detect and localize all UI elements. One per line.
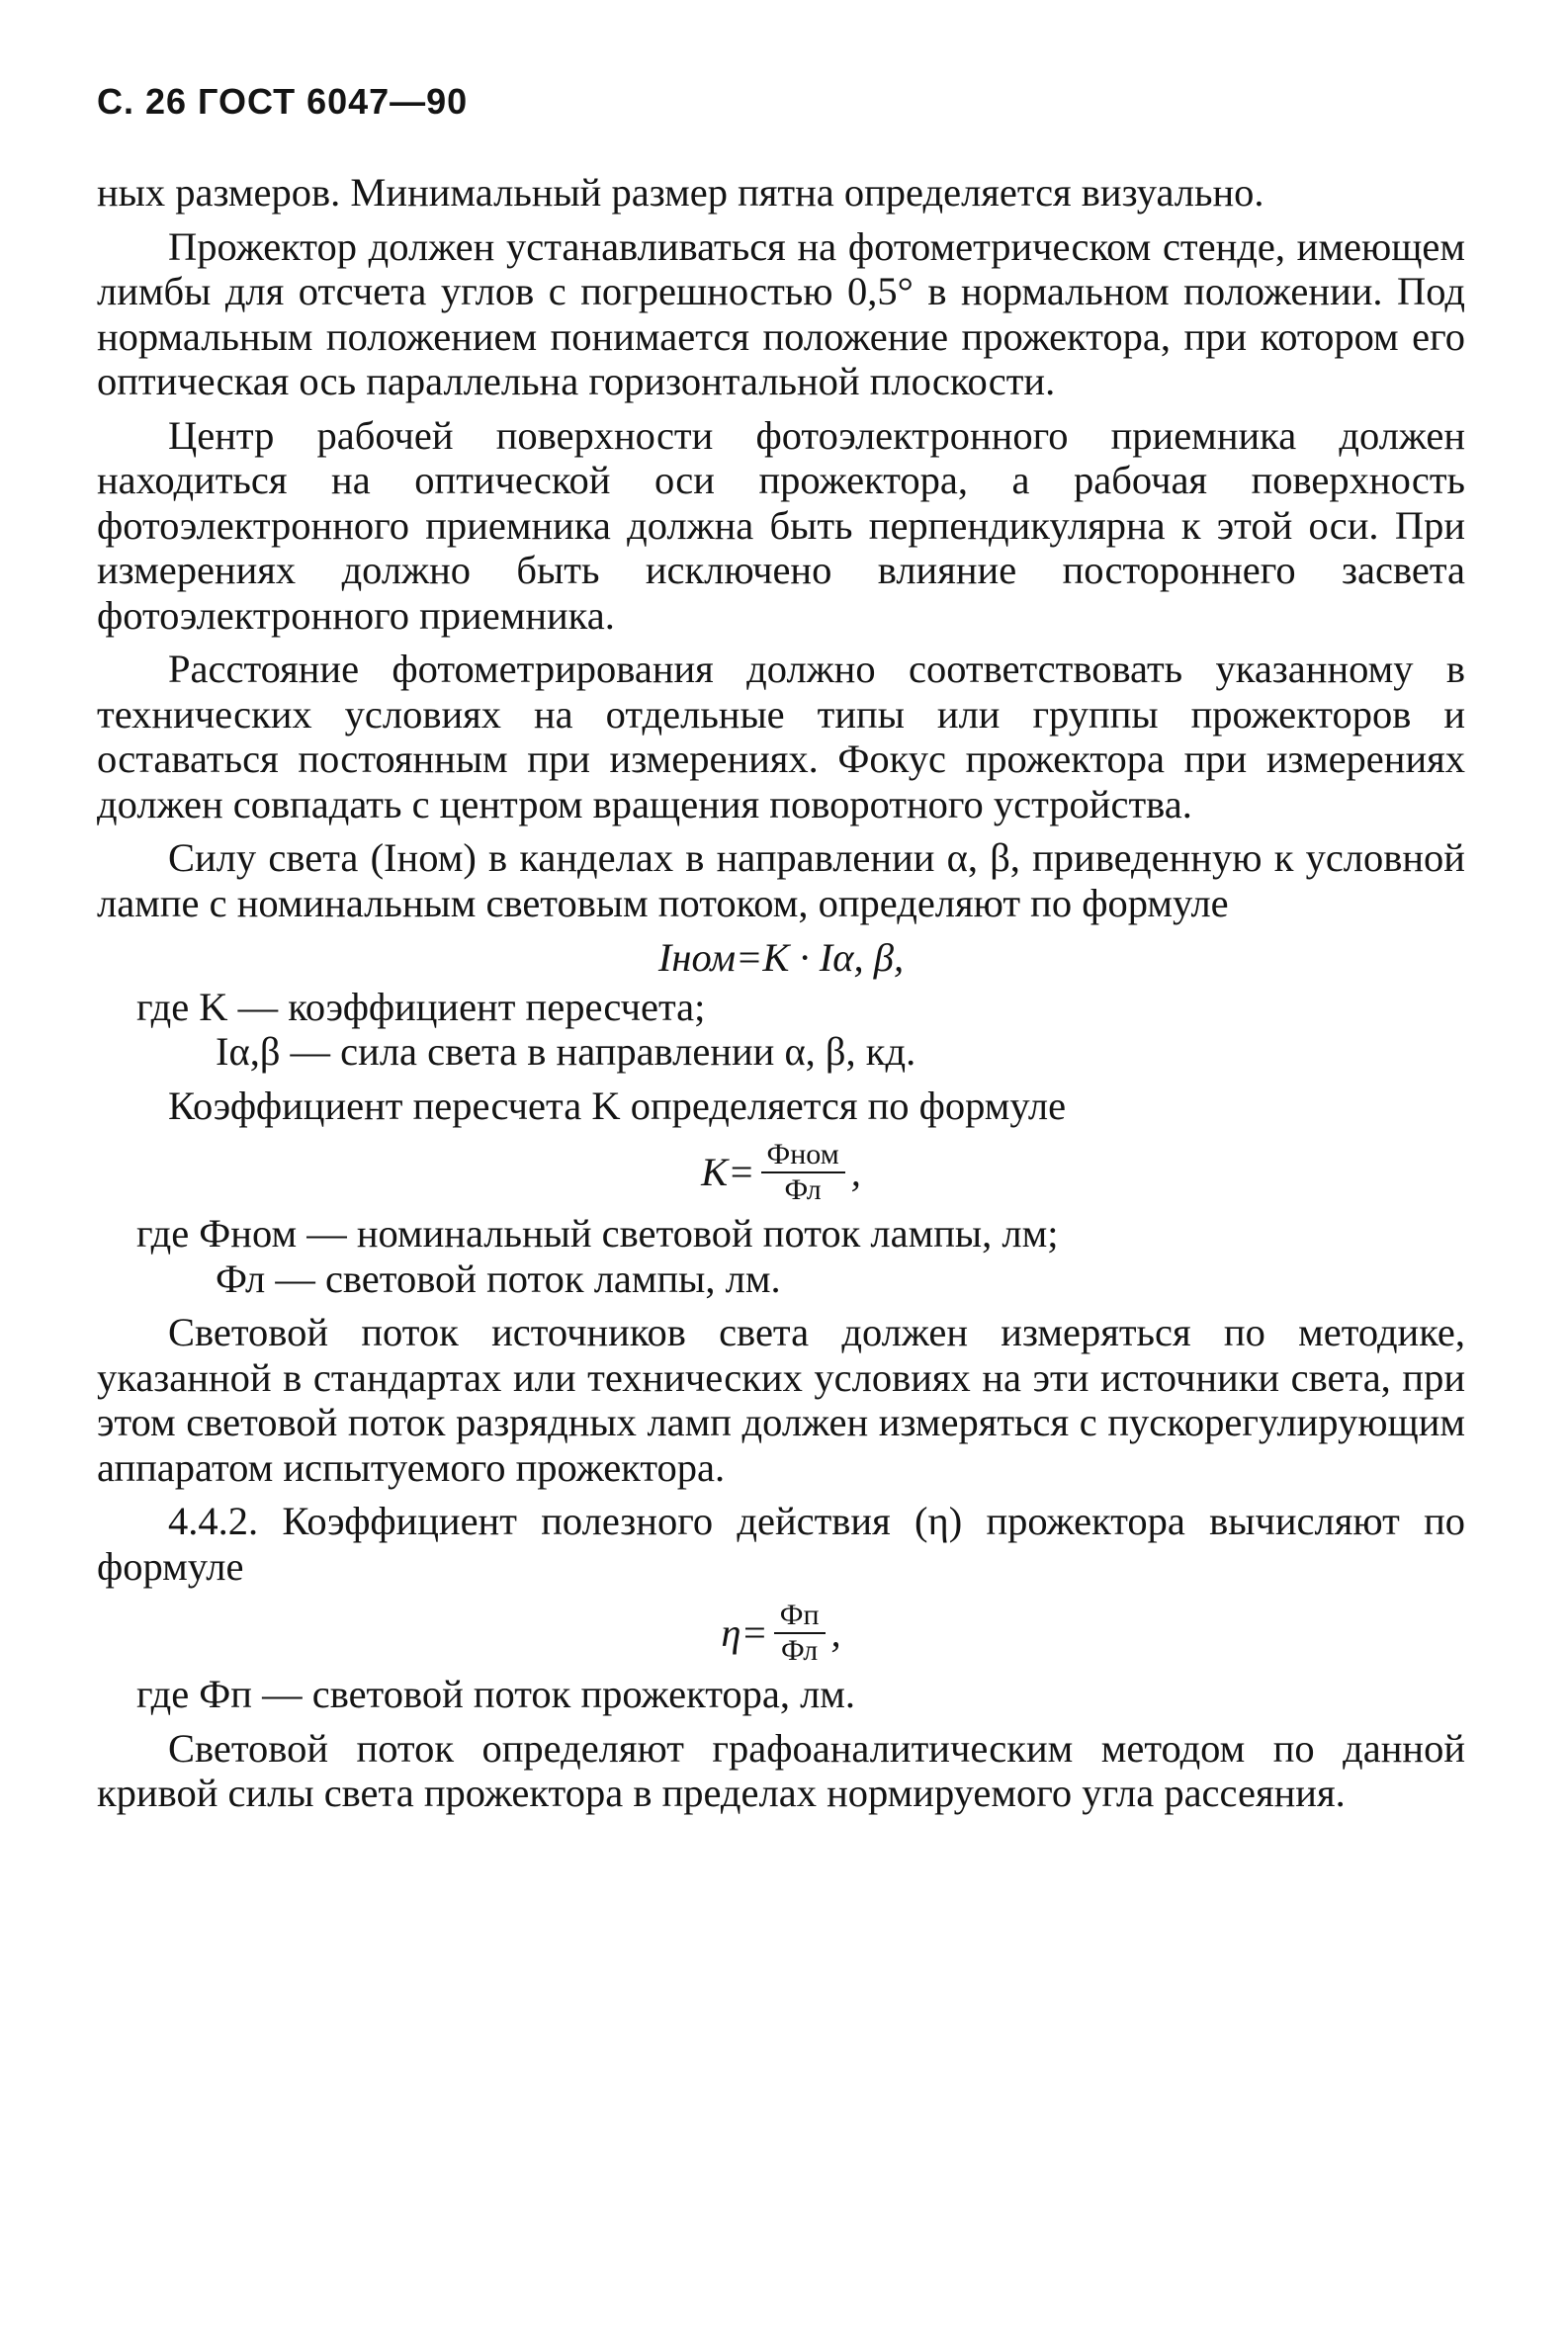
explanation-phi-l: Фл — световой поток лампы, лм. bbox=[216, 1256, 781, 1301]
paragraph-photometry-distance: Расстояние фотометрирования должно соответствовать указанному в технических условиях на отдельные типы или группы прожекторов и оставаться постоянным при измерениях. Фокус прожектора при измерениях должен совпадать с центром вращения поворотного устройства. bbox=[97, 647, 1465, 826]
paragraph-luminous-intensity: Силу света (Iном) в канделах в направлении α, β, приведенную к условной лампе с номинальным световым потоком, определяют по формуле bbox=[97, 835, 1465, 925]
paragraph-graphoanalytic-method: Световой поток определяют графоаналитическим методом по данной кривой силы света прожектора в пределах нормируемого угла рассеяния. bbox=[97, 1725, 1465, 1815]
paragraph-projector-stand: Прожектор должен устанавливаться на фотометрическом стенде, имеющем лимбы для отсчета углов с погрешностью 0,5° в нормальном положении. Под нормальным положением понимается положение прожектора, при котором его оптическая ось параллельна горизонтальной плоскости. bbox=[97, 223, 1465, 403]
explanation-phi-p: где Фп — световой поток прожектора, лм. bbox=[136, 1672, 856, 1716]
formula-intensity-text: Iном=K · Iα, β, bbox=[657, 935, 905, 980]
paragraph-coefficient-k: Коэффициент пересчета K определяется по формуле bbox=[168, 1083, 1067, 1128]
page-header: С. 26 ГОСТ 6047—90 bbox=[97, 81, 469, 122]
formula-coefficient-fraction bbox=[761, 1138, 845, 1207]
paragraph-luminous-flux-sources: Световой поток источников света должен измеряться по методике, указанной в стандартах или технических условиях на эти источники света, при этом световой поток разрядных ламп должен измеряться с пускорегулирующим аппаратом испытуемого прожектора. bbox=[97, 1310, 1465, 1490]
explanation-i-alpha-beta: Iα,β — сила света в направлении α, β, кд. bbox=[216, 1029, 916, 1074]
paragraph-efficiency: 4.4.2. Коэффициент полезного действия (η) прожектора вычисляют по формуле bbox=[97, 1499, 1465, 1589]
formula-efficiency-denominator: Фл bbox=[781, 1634, 819, 1667]
document-body bbox=[97, 170, 1465, 1816]
explanation-phi-nom: где Фном — номинальный световой поток лампы, лм; bbox=[136, 1211, 1059, 1256]
formula-efficiency: η= $\frac{Фп}{Фл}$ , bbox=[721, 1599, 841, 1667]
formula-efficiency-fraction bbox=[774, 1599, 826, 1668]
formula-coefficient: K= $\frac{\text{Фном}}{Фл}$ , bbox=[701, 1138, 861, 1206]
formula-intensity bbox=[97, 935, 1465, 981]
formula-coefficient-numerator: Фном bbox=[761, 1138, 845, 1173]
formula-coefficient-lhs: K= bbox=[701, 1150, 755, 1195]
paragraph-receiver-center: Центр рабочей поверхности фотоэлектронного приемника должен находиться на оптической оси прожектора, а рабочая поверхность фотоэлектронного приемника должна быть перпендикулярна к этой оси. При измерениях должно быть исключено влияние постороннего засвета фотоэлектронного приемника. bbox=[97, 412, 1465, 638]
formula-coefficient-denominator: Фл bbox=[784, 1173, 822, 1206]
formula-efficiency-numerator: Фп bbox=[774, 1599, 826, 1634]
explanation-k: где K — коэффициент пересчета; bbox=[136, 984, 706, 1029]
formula-efficiency-lhs: η= bbox=[721, 1610, 768, 1656]
paragraph-continuation: ных размеров. Минимальный размер пятна определяется визуально. bbox=[97, 170, 1264, 215]
